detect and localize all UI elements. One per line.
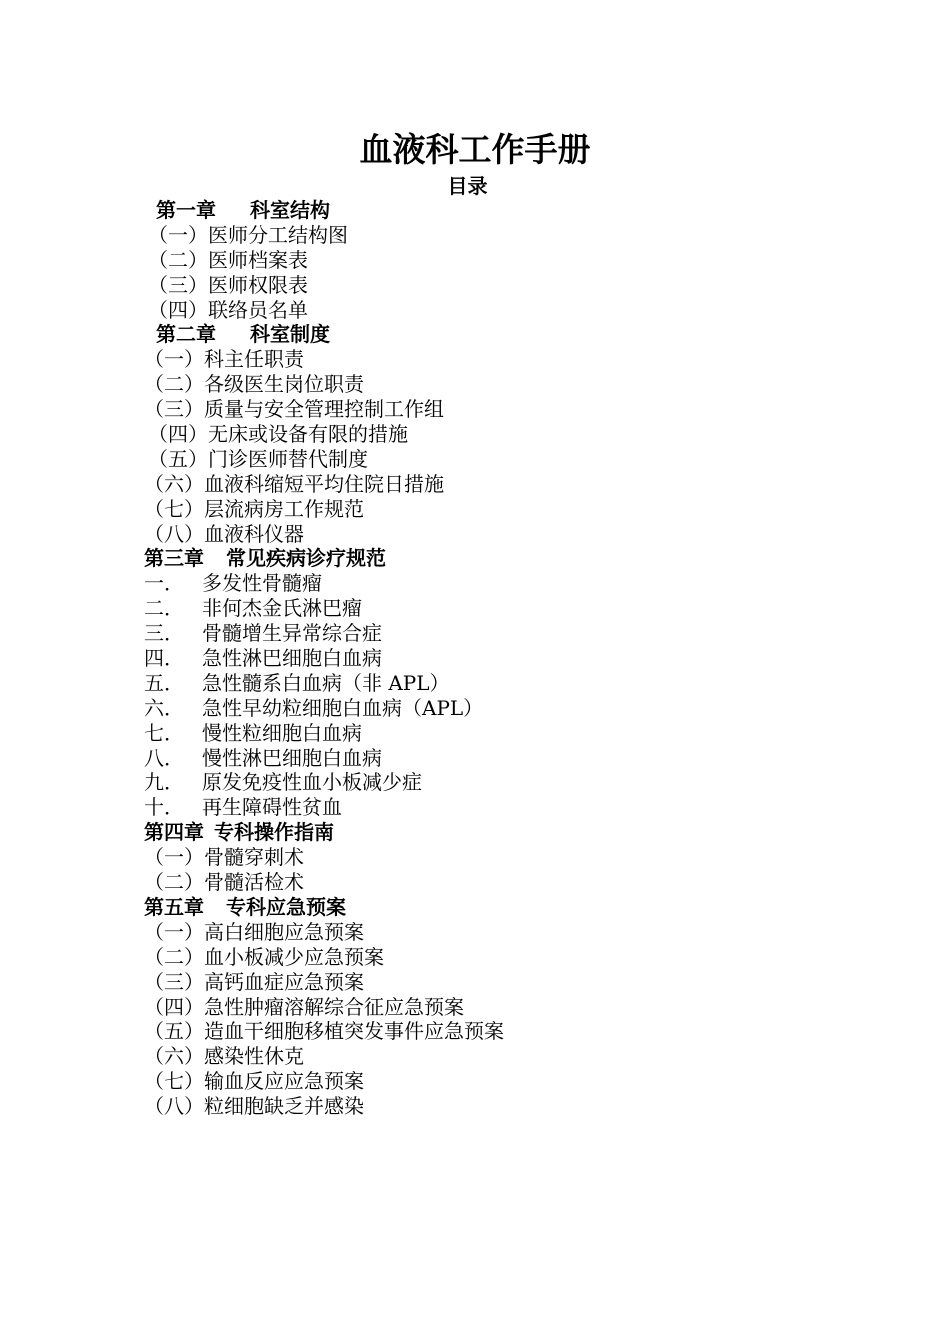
- item-number: （三）: [144, 969, 204, 994]
- item-number: （四）: [148, 422, 208, 447]
- chapter-number: 第一章: [156, 198, 216, 222]
- toc-item: [144, 970, 844, 995]
- toc-numbered-item: [144, 746, 844, 771]
- item-title: 医师档案表: [208, 247, 308, 272]
- toc-numbered-item: [144, 646, 844, 671]
- item-title: 多发性骨髓瘤: [202, 571, 322, 596]
- toc-chapter-heading: [144, 895, 844, 920]
- toc-numbered-item: [144, 795, 844, 820]
- item-number: （一）: [148, 222, 208, 247]
- item-number: 七．: [144, 720, 184, 745]
- toc-item: [144, 1094, 844, 1119]
- toc-item: [144, 447, 844, 472]
- chapter-number: 第五章: [144, 894, 204, 919]
- toc-item: [144, 248, 844, 273]
- item-title: 急性淋巴细胞白血病: [202, 646, 382, 671]
- toc-item: [144, 298, 844, 323]
- chapter-title: 科室结构: [250, 198, 330, 222]
- chapter-title: 专科操作指南: [214, 820, 334, 845]
- item-title: 粒细胞缺乏并感染: [204, 1094, 364, 1119]
- item-title: 科主任职责: [204, 347, 304, 372]
- toc-numbered-item: [144, 770, 844, 795]
- item-title: 慢性粒细胞白血病: [202, 720, 362, 745]
- toc-item: [144, 347, 844, 372]
- chapter-title: 专科应急预案: [226, 894, 346, 919]
- toc-item: [144, 397, 844, 422]
- item-title: 慢性淋巴细胞白血病: [202, 745, 382, 770]
- item-title: 非何杰金氏淋巴瘤: [202, 596, 362, 621]
- toc-item: [144, 472, 844, 497]
- item-number: 一．: [144, 571, 184, 596]
- item-number: （六）: [144, 471, 204, 496]
- item-number: （八）: [144, 1094, 204, 1119]
- item-number: （四）: [148, 297, 208, 322]
- item-title: 高白细胞应急预案: [204, 919, 364, 944]
- item-number: （三）: [148, 272, 208, 297]
- item-title: 层流病房工作规范: [204, 496, 364, 521]
- document-title: 血液科工作手册: [359, 130, 591, 169]
- item-title: 急性肿瘤溶解综合征应急预案: [204, 994, 464, 1019]
- item-number: 四．: [144, 646, 184, 671]
- item-title: 急性早幼粒细胞白血病（APL）: [202, 695, 484, 720]
- item-title: 医师权限表: [208, 272, 308, 297]
- toc-item: [144, 1019, 844, 1044]
- toc-item: [144, 870, 844, 895]
- chapter-number: 第三章: [144, 546, 204, 571]
- toc-numbered-item: [144, 596, 844, 621]
- item-title: 骨髓活检术: [204, 870, 304, 895]
- item-title: 医师分工结构图: [208, 222, 348, 247]
- chapter-number: 第二章: [156, 322, 216, 347]
- item-number: 五．: [144, 670, 184, 695]
- chapter-title: 科室制度: [250, 322, 330, 347]
- item-number: （二）: [144, 372, 204, 397]
- item-number: 二．: [144, 596, 184, 621]
- item-number: 三．: [144, 621, 184, 646]
- item-number: （二）: [144, 944, 204, 969]
- toc-item: [144, 920, 844, 945]
- item-number: （四）: [144, 994, 204, 1019]
- toc-numbered-item: [144, 671, 844, 696]
- toc-chapter-heading: [144, 322, 844, 347]
- toc-item: [144, 1044, 844, 1069]
- item-number: （一）: [144, 347, 204, 372]
- item-number: （八）: [144, 521, 204, 546]
- item-title: 骨髓穿刺术: [204, 845, 304, 870]
- item-number: 八．: [144, 745, 184, 770]
- toc-item: [144, 223, 844, 248]
- item-title: 骨髓增生异常综合症: [202, 621, 382, 646]
- toc-item: [144, 497, 844, 522]
- item-title: 高钙血症应急预案: [204, 969, 364, 994]
- item-number: （七）: [144, 496, 204, 521]
- item-title: 联络员名单: [208, 297, 308, 322]
- item-number: （六）: [144, 1044, 204, 1069]
- toc-item: [144, 522, 844, 547]
- toc-numbered-item: [144, 571, 844, 596]
- toc-numbered-item: [144, 696, 844, 721]
- item-title: 血液科缩短平均住院日措施: [204, 471, 444, 496]
- toc-heading: 目录: [447, 174, 488, 198]
- item-number: （七）: [144, 1069, 204, 1094]
- chapter-number: 第四章: [144, 820, 204, 845]
- item-number: （五）: [144, 1019, 204, 1044]
- item-title: 无床或设备有限的措施: [208, 422, 408, 447]
- item-title: 急性髓系白血病（非 APL）: [202, 670, 450, 695]
- toc-chapter-heading: [144, 820, 844, 845]
- toc-chapter-heading: [144, 546, 844, 571]
- toc-item: [144, 845, 844, 870]
- item-title: 各级医生岗位职责: [204, 372, 364, 397]
- chapter-title: 常见疾病诊疗规范: [226, 546, 386, 571]
- item-title: 原发免疫性血小板减少症: [202, 770, 422, 795]
- item-title: 输血反应应急预案: [204, 1069, 364, 1094]
- item-number: 九．: [144, 770, 184, 795]
- item-number: （五）: [148, 446, 208, 471]
- table-of-contents: [144, 198, 844, 1119]
- item-number: （一）: [144, 845, 204, 870]
- item-number: （二）: [144, 870, 204, 895]
- item-title: 门诊医师替代制度: [208, 446, 368, 471]
- item-number: （一）: [144, 919, 204, 944]
- item-title: 血液科仪器: [204, 521, 304, 546]
- toc-item: [144, 422, 844, 447]
- toc-numbered-item: [144, 621, 844, 646]
- toc-item: [144, 273, 844, 298]
- toc-item: [144, 995, 844, 1020]
- item-number: （二）: [148, 247, 208, 272]
- toc-item: [144, 1069, 844, 1094]
- item-number: 十．: [144, 795, 184, 820]
- toc-numbered-item: [144, 721, 844, 746]
- item-number: （三）: [144, 397, 204, 422]
- toc-item: [144, 945, 844, 970]
- toc-chapter-heading: [144, 198, 844, 223]
- item-title: 质量与安全管理控制工作组: [204, 397, 444, 422]
- toc-item: [144, 372, 844, 397]
- item-title: 再生障碍性贫血: [202, 795, 342, 820]
- item-title: 造血干细胞移植突发事件应急预案: [204, 1019, 504, 1044]
- item-number: 六．: [144, 695, 184, 720]
- item-title: 感染性休克: [204, 1044, 304, 1069]
- item-title: 血小板减少应急预案: [204, 944, 384, 969]
